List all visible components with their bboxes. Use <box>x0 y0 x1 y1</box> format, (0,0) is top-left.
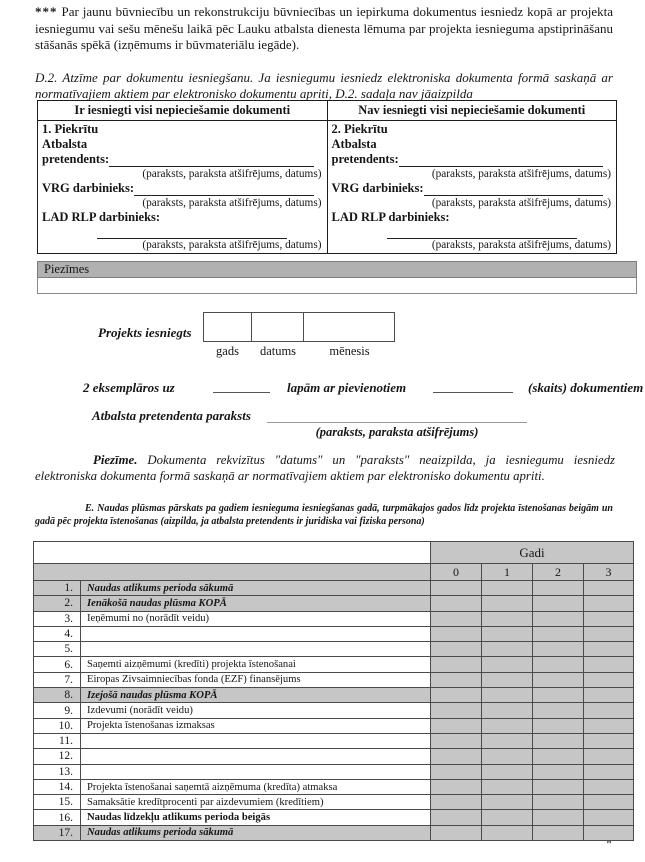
vrg-label: VRG darbinieks: <box>331 181 424 195</box>
year-cell-3 <box>584 688 634 703</box>
signature-caption: (paraksts, paraksta atšifrējums, datums) <box>431 239 611 251</box>
year-cell-2 <box>533 703 584 718</box>
year-cell-0 <box>431 703 482 718</box>
year-cell-2 <box>533 642 584 657</box>
copies-blank-pages <box>213 380 270 393</box>
lad-signature-blank <box>97 225 287 239</box>
vrg-signature-blank <box>134 182 313 196</box>
row-label: Izejošā naudas plūsma KOPĀ <box>81 688 431 703</box>
row-number: 14. <box>34 779 81 794</box>
row-number: 16. <box>34 810 81 825</box>
vrg-signature-blank <box>424 182 603 196</box>
year-cell-2 <box>533 795 584 810</box>
d2-col-header-not-submitted: Nav iesniegti visi nepieciešamie dokumenti <box>327 101 617 121</box>
row-number: 10. <box>34 718 81 733</box>
year-cell-0 <box>431 672 482 687</box>
signature-caption: (paraksts, paraksta atšifrējums, datums) <box>431 168 611 180</box>
date-box-day <box>252 312 304 342</box>
piezimes-header-bar: Piezīmes <box>37 261 637 278</box>
applicant-label-line1: Atbalsta <box>42 137 88 151</box>
cashflow-subheader-empty-cell <box>34 564 431 581</box>
copies-text-3: (skaits) dokumentiem <box>528 380 644 395</box>
year-cell-1 <box>482 672 533 687</box>
footnote-text: Par jaunu būvniecību un rekonstrukciju būvniecības un iepirkuma dokumentus iesniedz kopā ar projekta iesniegumu vai sešu mēnešu laikā pēc Lauku atbalsta dienesta lēmuma par projekta iesnieguma apstiprināšanu stāšanās spēkā (izņēmums ir būvmateriālu iegāde). <box>35 4 613 52</box>
row-label: Eiropas Zivsaimniecības fonda (EZF) finansējums <box>81 672 431 687</box>
scan-artifact-quote: " <box>606 839 613 851</box>
year-cell-0 <box>431 733 482 748</box>
row-number: 13. <box>34 764 81 779</box>
year-cell-2 <box>533 733 584 748</box>
row-number: 1. <box>34 581 81 596</box>
year-cell-0 <box>431 764 482 779</box>
date-box-captions <box>203 344 395 359</box>
year-col-3: 3 <box>584 564 634 581</box>
table-row <box>34 779 634 794</box>
copies-text-1: 2 eksemplāros uz <box>83 380 175 395</box>
year-cell-2 <box>533 749 584 764</box>
d2-header-row <box>38 101 617 121</box>
row-label <box>81 749 431 764</box>
year-cell-3 <box>584 672 634 687</box>
row-number: 17. <box>34 825 81 840</box>
table-row <box>34 626 634 641</box>
table-row <box>34 825 634 840</box>
year-cell-2 <box>533 581 584 596</box>
year-cell-0 <box>431 642 482 657</box>
year-cell-3 <box>584 657 634 672</box>
year-cell-1 <box>482 749 533 764</box>
row-label <box>81 733 431 748</box>
applicant-signature-blank <box>399 153 603 167</box>
e-section-heading: E. Naudas plūsmas pārskats pa gadiem iesnieguma iesniegšanas gadā, turpmākajos gados līdz projekta īstenošanas beigām un gadā pēc projekta īstenošanas (aizpilda, ja atbalsta pretendents ir juridiska vai fiziska persona) <box>35 503 613 527</box>
table-row <box>34 642 634 657</box>
footnote-paragraph <box>35 4 613 54</box>
row-label: Naudas atlikums perioda sākumā <box>81 825 431 840</box>
lad-signature-blank <box>387 225 577 239</box>
year-cell-0 <box>431 718 482 733</box>
row-number: 15. <box>34 795 81 810</box>
year-cell-0 <box>431 581 482 596</box>
year-cell-1 <box>482 596 533 611</box>
year-cell-0 <box>431 657 482 672</box>
signature-cell-agree-1 <box>38 121 328 254</box>
year-cell-2 <box>533 810 584 825</box>
row-label <box>81 642 431 657</box>
applicant-signature-blank <box>109 153 313 167</box>
applicant-label-line2: pretendents: <box>42 152 110 166</box>
table-row <box>34 764 634 779</box>
cashflow-header-row-2 <box>34 564 634 581</box>
row-label <box>81 764 431 779</box>
year-cell-1 <box>482 825 533 840</box>
year-cell-3 <box>584 718 634 733</box>
year-cell-2 <box>533 626 584 641</box>
year-cell-2 <box>533 825 584 840</box>
row-label: Naudas līdzekļu atlikums perioda beigās <box>81 810 431 825</box>
year-cell-0 <box>431 749 482 764</box>
cashflow-header-empty-cell <box>34 542 431 564</box>
year-cell-1 <box>482 703 533 718</box>
year-cell-2 <box>533 688 584 703</box>
vrg-label: VRG darbinieks: <box>42 181 135 195</box>
date-box-year <box>203 312 252 342</box>
table-row <box>34 611 634 626</box>
table-row <box>34 718 634 733</box>
copies-text-2: lapām ar pievienotiem <box>287 380 407 395</box>
row-number: 6. <box>34 657 81 672</box>
year-cell-0 <box>431 611 482 626</box>
year-cell-2 <box>533 764 584 779</box>
row-number: 4. <box>34 626 81 641</box>
year-col-1: 1 <box>482 564 533 581</box>
row-label: Ieņēmumi no (norādīt veidu) <box>81 611 431 626</box>
table-row <box>34 688 634 703</box>
year-cell-1 <box>482 626 533 641</box>
year-cell-1 <box>482 810 533 825</box>
year-cell-1 <box>482 688 533 703</box>
table-row <box>34 672 634 687</box>
year-cell-2 <box>533 672 584 687</box>
row-number: 9. <box>34 703 81 718</box>
year-cell-1 <box>482 795 533 810</box>
gadi-header: Gadi <box>431 542 634 564</box>
note-paragraph <box>35 452 615 484</box>
year-cell-1 <box>482 779 533 794</box>
year-cell-3 <box>584 764 634 779</box>
applicant-signature-line <box>267 410 527 423</box>
year-cell-0 <box>431 626 482 641</box>
row-label: Projekta īstenošanas izmaksas <box>81 718 431 733</box>
table-row <box>34 733 634 748</box>
year-cell-3 <box>584 749 634 764</box>
cashflow-table <box>33 541 634 841</box>
year-cell-0 <box>431 795 482 810</box>
year-cell-0 <box>431 688 482 703</box>
table-row <box>34 749 634 764</box>
year-cell-3 <box>584 596 634 611</box>
agree-label: 2. Piekrītu <box>331 122 388 136</box>
year-cell-3 <box>584 626 634 641</box>
year-cell-3 <box>584 703 634 718</box>
row-label <box>81 626 431 641</box>
row-number: 3. <box>34 611 81 626</box>
year-cell-3 <box>584 795 634 810</box>
row-label: Izdevumi (norādīt veidu) <box>81 703 431 718</box>
d2-signature-table <box>37 100 617 254</box>
applicant-label-line1: Atbalsta <box>331 137 377 151</box>
d2-body-row <box>38 121 617 254</box>
year-cell-2 <box>533 611 584 626</box>
copies-blank-count <box>433 380 513 393</box>
year-cell-1 <box>482 718 533 733</box>
year-cell-1 <box>482 657 533 672</box>
year-cell-3 <box>584 581 634 596</box>
lad-label: LAD RLP darbinieks: <box>331 210 450 224</box>
year-cell-3 <box>584 810 634 825</box>
year-cell-2 <box>533 657 584 672</box>
caption-menesis: mēnesis <box>329 344 370 358</box>
year-cell-0 <box>431 810 482 825</box>
year-cell-3 <box>584 611 634 626</box>
table-row <box>34 810 634 825</box>
year-cell-2 <box>533 718 584 733</box>
year-cell-0 <box>431 596 482 611</box>
caption-gads: gads <box>216 344 239 358</box>
signature-cell-agree-2 <box>327 121 617 254</box>
table-row <box>34 596 634 611</box>
year-cell-1 <box>482 642 533 657</box>
project-submitted-label: Projekts iesniegts <box>98 325 192 340</box>
year-cell-1 <box>482 733 533 748</box>
year-cell-3 <box>584 642 634 657</box>
year-cell-3 <box>584 779 634 794</box>
table-row <box>34 581 634 596</box>
project-date-boxes <box>203 312 395 342</box>
cashflow-header-row-1 <box>34 542 634 564</box>
year-cell-0 <box>431 779 482 794</box>
agree-label: 1. Piekrītu <box>42 122 99 136</box>
year-col-0: 0 <box>431 564 482 581</box>
row-number: 11. <box>34 733 81 748</box>
year-cell-0 <box>431 825 482 840</box>
table-row <box>34 795 634 810</box>
d2-section-heading: D.2. Atzīme par dokumentu iesniegšanu. Ja iesniegumu iesniedz elektroniska dokumenta formā saskaņā ar normatīvajiem aktiem par elektronisko dokumentu apriti, D.2. sadaļa nav jāaizpilda <box>35 70 613 101</box>
year-cell-3 <box>584 733 634 748</box>
year-cell-1 <box>482 764 533 779</box>
row-number: 8. <box>34 688 81 703</box>
year-cell-2 <box>533 779 584 794</box>
caption-datums: datums <box>259 344 297 358</box>
signature-caption: (paraksts, paraksta atšifrējums, datums) <box>142 239 322 251</box>
row-label: Saņemti aizņēmumi (kredīti) projekta īstenošanai <box>81 657 431 672</box>
row-label: Samaksātie kredītprocenti par aizdevumiem (kredītiem) <box>81 795 431 810</box>
year-cell-2 <box>533 596 584 611</box>
footnote-marker: *** <box>35 4 58 19</box>
row-label: Projekta īstenošanai saņemtā aizņēmuma (kredīta) atmaksa <box>81 779 431 794</box>
note-label: Piezīme. <box>93 453 138 467</box>
year-col-2: 2 <box>533 564 584 581</box>
note-text: Dokumenta rekvizītus "datums" un "paraksts" neaizpilda, ja iesniegumu iesniedz elektroniska dokumenta formā saskaņā ar normatīvajiem aktiem par elektronisko dokumentu apriti. <box>35 453 615 483</box>
applicant-signature-caption: (paraksts, paraksta atšifrējums) <box>315 425 479 439</box>
signature-caption: (paraksts, paraksta atšifrējums, datums) <box>142 197 322 209</box>
table-row <box>34 703 634 718</box>
year-cell-1 <box>482 581 533 596</box>
applicant-signature-label: Atbalsta pretendenta paraksts <box>92 408 251 423</box>
d2-col-header-submitted: Ir iesniegti visi nepieciešamie dokumenti <box>38 101 328 121</box>
copies-line <box>0 378 645 396</box>
row-label: Ienākošā naudas plūsma KOPĀ <box>81 596 431 611</box>
piezimes-empty-row <box>37 278 637 294</box>
signature-caption: (paraksts, paraksta atšifrējums, datums) <box>431 197 611 209</box>
row-number: 5. <box>34 642 81 657</box>
row-label: Naudas atlikums perioda sākumā <box>81 581 431 596</box>
lad-label: LAD RLP darbinieks: <box>42 210 161 224</box>
signature-caption: (paraksts, paraksta atšifrējums, datums) <box>142 168 322 180</box>
table-row <box>34 657 634 672</box>
row-number: 7. <box>34 672 81 687</box>
row-number: 2. <box>34 596 81 611</box>
year-cell-1 <box>482 611 533 626</box>
applicant-label-line2: pretendents: <box>331 152 399 166</box>
date-box-month <box>304 312 395 342</box>
row-number: 12. <box>34 749 81 764</box>
